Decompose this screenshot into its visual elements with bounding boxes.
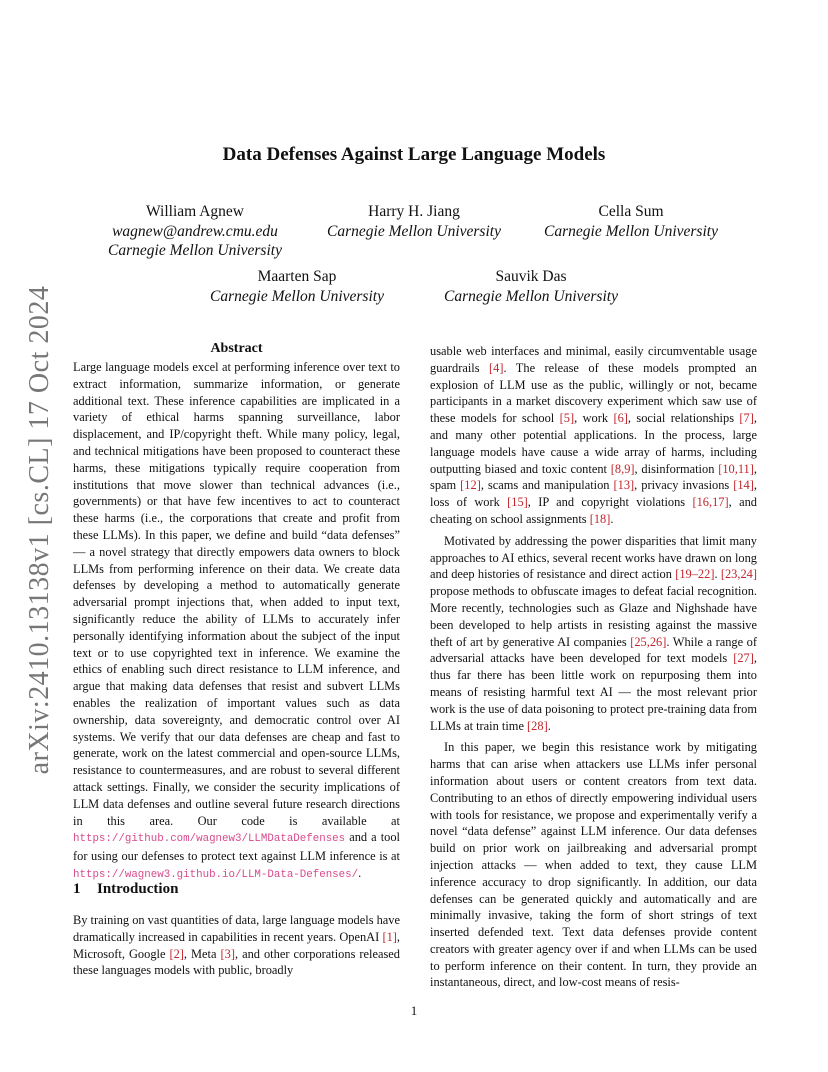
author-name: Harry H. Jiang	[368, 203, 460, 220]
citation-link[interactable]: [14]	[733, 478, 754, 493]
paragraph	[430, 739, 757, 991]
paragraph-text: . While a range of adversarial attacks have been developed for text models	[430, 634, 757, 666]
paper-title: Data Defenses Against Large Language Models	[222, 144, 606, 165]
citation-link[interactable]: [16,17]	[692, 495, 729, 510]
author-block	[314, 202, 514, 241]
author-email[interactable]: wagnew@andrew.cmu.edu	[112, 222, 278, 240]
citation-link[interactable]: [15]	[507, 495, 528, 510]
intro-text: , and other corporations released these languages models with public, broadly	[73, 946, 400, 978]
abstract-heading: Abstract	[210, 341, 263, 356]
abstract-text	[73, 359, 400, 884]
paragraph-text: .	[547, 718, 551, 733]
author-block	[197, 267, 397, 306]
author-name: Cella Sum	[598, 203, 664, 220]
paragraph-text: , thus far there has been little work on repurposing them into means of resisting harmful text AI — the most relevant prior work is the use of data poisoning to protect pre-training data from LLMs at train time	[430, 651, 757, 733]
paragraph-text: Motivated by addressing the power disparities that limit many approaches to AI ethics, several recent works have drawn on long and deep histories of resistance and direct action	[430, 533, 757, 582]
paragraph-text: In this paper, we begin this resistance work by mitigating harms that can arise when attackers use LLMs infer personal information about users or content creators from text data. Contributing to an ethos of directly empowering individual users with tools for resistance, we propose and experimentally verify a novel “data defense” against LLM inference. Our data defenses build on prior work on jailbreaking and adversarial prompt injection attacks — when added to text, they cause LLM inference accuracy to drop significantly. In addition, our data defenses can be generated quickly and automatically and are minimally invasive, taking the form of short strings of text inserted defended text. Text data defenses provide content creators with greater agency over if and when LLMs can be used to perform inference on their content. In turn, they provide an instantaneous, direct, and low-cost means of resis-	[430, 740, 757, 990]
arxiv-identifier-text: arXiv:2410.13138v1 [cs.CL] 17 Oct 2024	[24, 285, 55, 775]
paragraph	[430, 533, 757, 735]
paragraph-text: usable web interfaces and minimal, easily circumventable usage guardrails	[430, 344, 757, 375]
abstract-body-continued: and a tool for using our defenses to protect text against LLM inference is at	[73, 830, 400, 864]
introduction-paragraph	[73, 912, 400, 979]
citation-link[interactable]: [5]	[559, 411, 575, 426]
author-block	[95, 202, 295, 261]
paragraph-text: , disinformation	[634, 461, 719, 476]
citation-link[interactable]: [27]	[733, 651, 754, 666]
author-affiliation: Carnegie Mellon University	[444, 287, 618, 305]
author-name: William Agnew	[146, 203, 244, 220]
section-heading-introduction	[73, 881, 178, 898]
paragraph-text: propose methods to obfuscate images to defeat facial recognition. More recently, technologies such as Glaze and Nighshade have been developed to help artists in resisting against the massive theft of art by generative AI companies	[430, 584, 757, 649]
citation-link[interactable]: [7]	[739, 411, 754, 426]
citation-link[interactable]: [19–22]	[675, 567, 715, 582]
author-affiliation: Carnegie Mellon University	[210, 287, 384, 305]
author-name: Maarten Sap	[257, 268, 337, 285]
intro-text: , Meta	[183, 946, 221, 961]
tool-url-link[interactable]: https://wagnew3.github.io/LLM-Data-Defenses/	[73, 868, 359, 881]
author-block	[431, 267, 631, 306]
citation-link[interactable]: [18]	[589, 511, 611, 526]
paragraph-text: .	[610, 511, 614, 526]
paragraph-text: , IP and copyright violations	[527, 495, 693, 510]
page-number: 1	[410, 1003, 418, 1018]
paragraph-text: , scams and manipulation	[480, 478, 614, 493]
citation-link[interactable]: [3]	[220, 946, 235, 961]
citation-link[interactable]: [12]	[460, 478, 481, 493]
citation-link[interactable]: [13]	[613, 478, 635, 493]
paragraph-text: , and many other potential applications. In the process, large language models have cause a wide array of harms, including outputting biased and toxic content	[430, 411, 757, 476]
intro-text: , Microsoft, Google	[73, 929, 400, 961]
code-url-link[interactable]: https://github.com/wagnew3/LLMDataDefenses	[73, 833, 346, 846]
citation-link[interactable]: [28]	[527, 718, 548, 733]
arxiv-identifier-stamp	[20, 285, 60, 775]
citation-link[interactable]: [10,11]	[718, 461, 754, 476]
citation-link[interactable]: [2]	[169, 946, 184, 961]
citation-link[interactable]: [25,26]	[630, 634, 667, 649]
section-number: 1	[73, 881, 81, 897]
right-column-text	[430, 343, 757, 991]
paragraph-text: . The release of these models prompted an explosion of LLM use as the public, willingly or not, became participants in a market discovery experiment which saw use of these models for school	[430, 360, 757, 426]
author-affiliation: Carnegie Mellon University	[544, 222, 718, 240]
paragraph-text: , privacy invasions	[634, 478, 734, 493]
paragraph-text: , work	[574, 411, 614, 426]
author-block	[531, 202, 731, 241]
abstract-body: Large language models excel at performing inference over text to extract information, summarize information, or generate additional text. These inference capabilities are implicated in a variety of ethical harms spanning surveillance, labor displacement, and IP/copyright theft. While many policy, legal, and technical mitigations have been proposed to counteract these harms, these mitigations typically require cooperation from institutions that move slower than technical advances (i.e., governments) or that have few incentives to act to counteract these harms (i.e., the corporations that create and profit from these LLMs). In this paper, we define and build “data defenses” — a novel strategy that directly empowers data owners to block LLMs from performing inference on their data. We create data defenses by developing a method to automatically generate adversarial prompt injections that, when added to input text, significantly reduce the ability of LLMs to accurately infer personally identifying information about the subject of the input text or to use copyrighted text in inference. We examine the ethics of enabling such direct resistance to LLM inference, and argue that making data defenses that resist and subvert LLMs enables the realization of important values such as data ownership, data sovereignty, and democratic control over AI systems. We verify that our data defenses are cheap and fast to generate, work on the latest commercial and open-source LLMs, resistance to countermeasures, and are robust to several different attack settings. Finally, we consider the security implications of LLM data defenses and outline several future research directions in this area. Our code is available at	[73, 360, 400, 828]
citation-link[interactable]: [23,24]	[720, 567, 757, 582]
author-affiliation: Carnegie Mellon University	[108, 242, 282, 259]
author-affiliation: Carnegie Mellon University	[327, 222, 501, 240]
paragraph-text: .	[714, 567, 721, 582]
section-title: Introduction	[97, 881, 179, 897]
intro-text: By training on vast quantities of data, large language models have dramatically increased in capabilities in recent years. OpenAI	[73, 913, 401, 944]
paragraph-text: , and cheating on school assignments	[430, 495, 757, 526]
citation-link[interactable]: [1]	[382, 929, 397, 944]
paragraph-text: , social relationships	[627, 411, 740, 426]
citation-link[interactable]: [8,9]	[610, 461, 635, 476]
paragraph	[430, 343, 757, 528]
citation-link[interactable]: [4]	[489, 360, 504, 375]
abstract-end: .	[358, 865, 362, 880]
paragraph-text: , loss of work	[430, 478, 757, 510]
author-name: Sauvik Das	[495, 268, 567, 285]
citation-link[interactable]: [6]	[613, 411, 628, 426]
paragraph-text: , spam	[430, 461, 757, 493]
